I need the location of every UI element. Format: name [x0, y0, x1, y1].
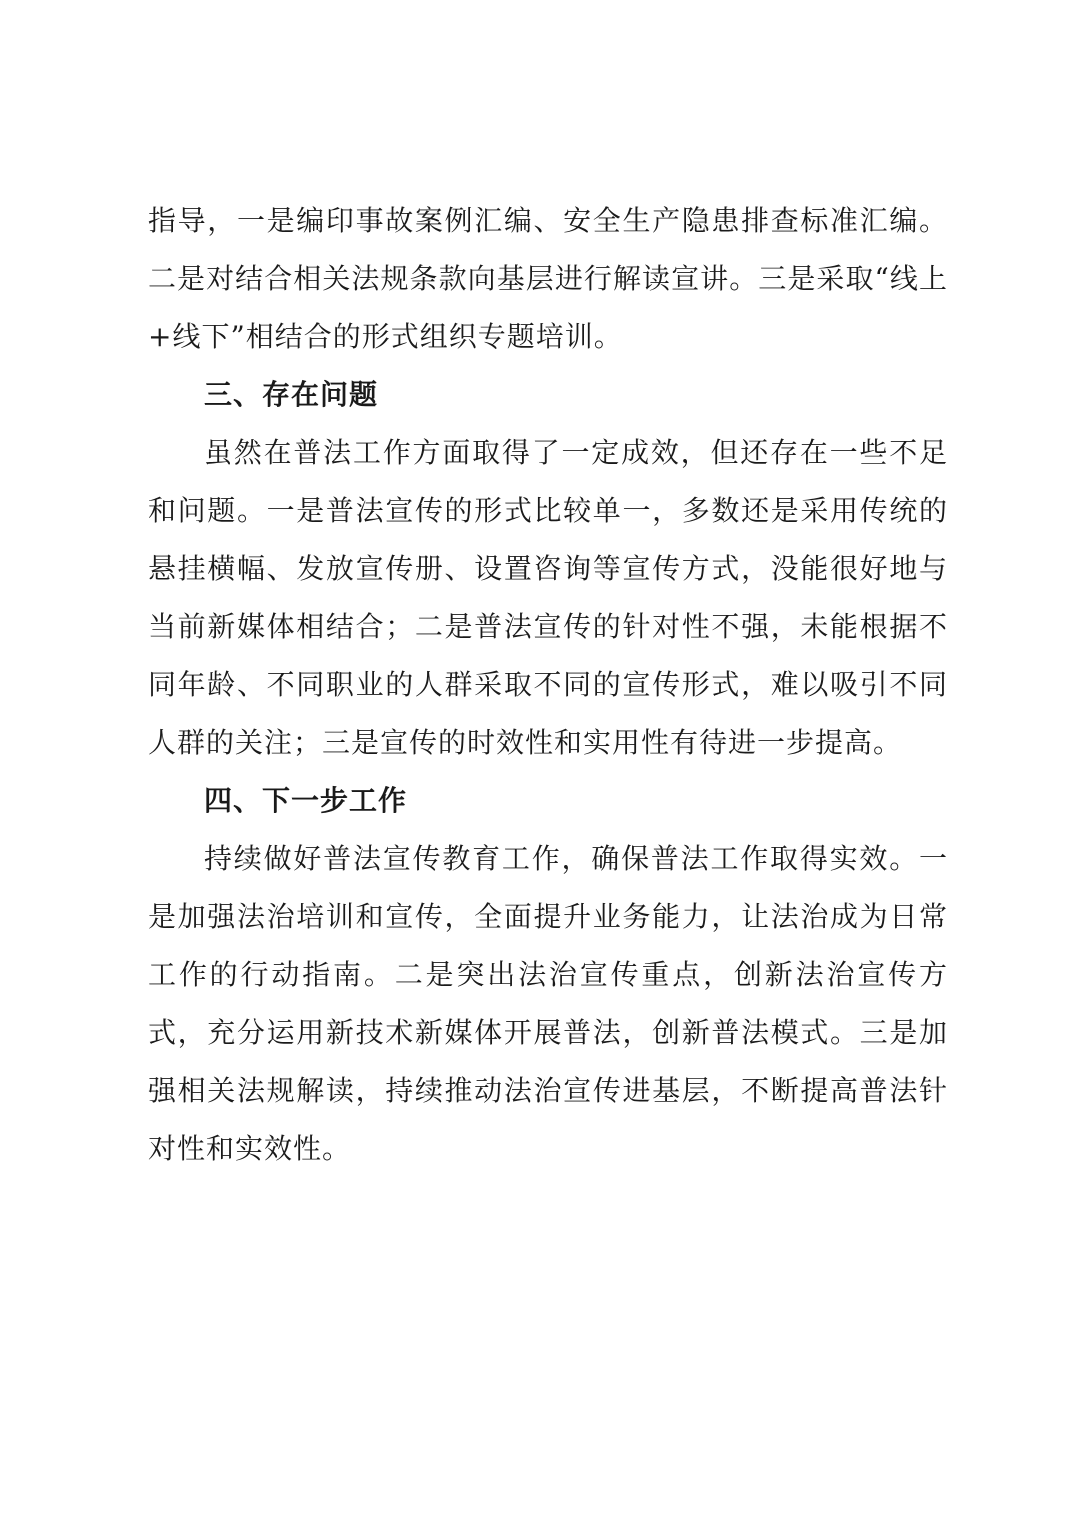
- section-four-heading: 四、下一步工作: [204, 784, 408, 817]
- document-body: [148, 192, 948, 1178]
- continued-paragraph: 指导，一是编印事故案例汇编、安全生产隐患排查标准汇编。二是对结合相关法规条款向基层进行解读宣讲。三是采取“线上+线下”相结合的形式组织专题培训。: [148, 204, 948, 353]
- section-three-heading: 三、存在问题: [204, 378, 379, 411]
- section-three-body: 虽然在普法工作方面取得了一定成效，但还存在一些不足和问题。一是普法宣传的形式比较单一，多数还是采用传统的悬挂横幅、发放宣传册、设置咨询等宣传方式，没能很好地与当前新媒体相结合；二是普法宣传的针对性不强，未能根据不同年龄、不同职业的人群采取不同的宣传形式，难以吸引不同人群的关注；三是宣传的时效性和实用性有待进一步提高。: [148, 436, 948, 759]
- section-four-body: 持续做好普法宣传教育工作，确保普法工作取得实效。一是加强法治培训和宣传，全面提升业务能力，让法治成为日常工作的行动指南。二是突出法治宣传重点，创新法治宣传方式，充分运用新技术新媒体开展普法，创新普法模式。三是加强相关法规解读，持续推动法治宣传进基层，不断提高普法针对性和实效性。: [148, 842, 948, 1165]
